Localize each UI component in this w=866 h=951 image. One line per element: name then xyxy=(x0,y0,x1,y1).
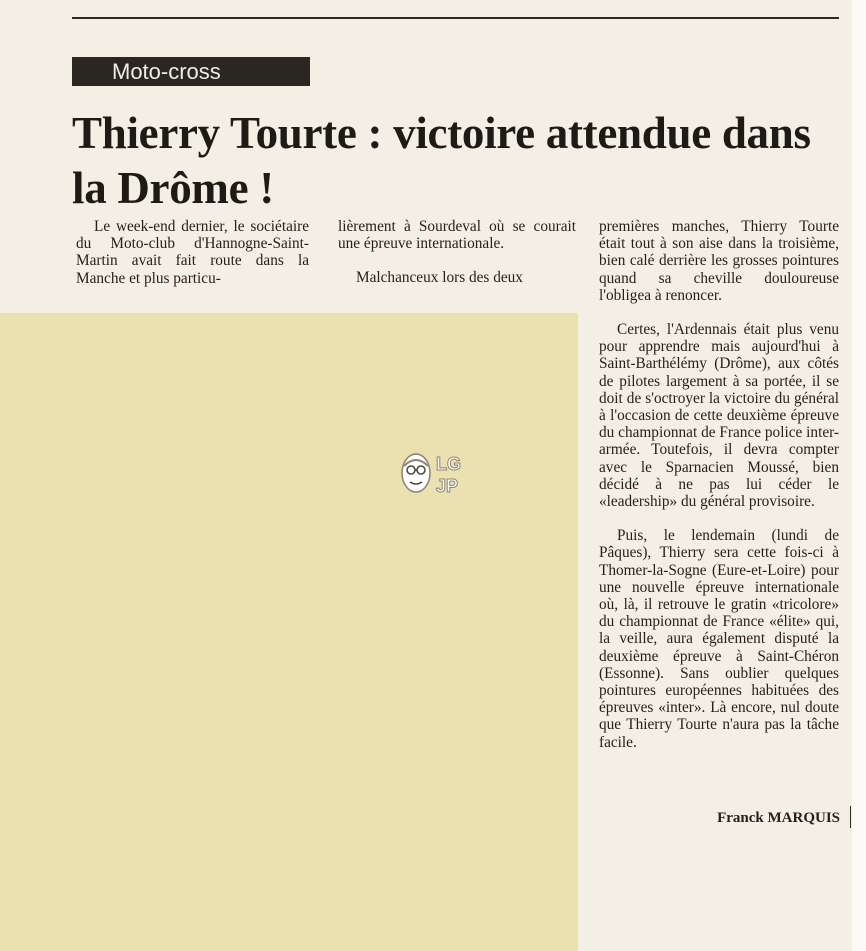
section-rubric: Moto-cross xyxy=(72,57,310,86)
column-3 xyxy=(599,218,839,751)
portrait-logo xyxy=(396,446,472,504)
watermark-letters-bottom: JP xyxy=(436,476,459,496)
col3-paragraph-3: Puis, le lendemain (lundi de Pâques), Thierry sera cette fois-ci à Thomer-la-Sogne (Eure-et-Loire) pour une nouvelle épreuve internationale où, là, il retrouve le gratin «tricolore» du championnat de France «élite» qui, la veille, aura également disputé la deuxième épreuve à Saint-Chéron (Essonne). Sans oublier quelques pointures européennes habituées des épreuves «inter». Là encore, nul doute que Thierry Tourte n'aura pas la tâche facile. xyxy=(599,527,839,751)
overlay-panel xyxy=(0,313,578,951)
column-2 xyxy=(338,218,576,287)
byline: Franck MARQUIS xyxy=(717,810,840,826)
byline-rule xyxy=(850,806,851,828)
top-rule xyxy=(72,17,839,19)
col3-paragraph-1: premières manches, Thierry Tourte était tout à son aise dans la troisième, bien calé derrière les grosses pointures quand sa cheville douloureuse l'obligea à renoncer. xyxy=(599,218,839,304)
scan-edge xyxy=(852,0,866,951)
watermark-letters-top: LG xyxy=(436,454,461,474)
portrait-icon xyxy=(402,454,430,492)
col1-paragraph: Le week-end dernier, le sociétaire du Moto-club d'Hannogne-Saint-Martin avait fait route dans la Manche et plus particu- xyxy=(76,218,309,287)
article-headline: Thierry Tourte : victoire attendue dans la Drôme ! xyxy=(72,108,811,213)
col2-paragraph-1: lièrement à Sourdeval où se courait une épreuve internationale. xyxy=(338,218,576,253)
col3-paragraph-2: Certes, l'Ardennais était plus venu pour apprendre mais aujourd'hui à Saint-Barthélémy (Drôme), aux côtés de pilotes largement à sa portée, il se doit de s'octroyer la victoire du général à l'occasion de cette deuxième épreuve du championnat de France police inter-armée. Toutefois, il devra compter avec le Sparnacien Moussé, bien décidé à ne pas lui céder le «leadership» du général provisoire. xyxy=(599,321,839,511)
col2-paragraph-2: Malchanceux lors des deux xyxy=(356,269,523,287)
column-1 xyxy=(76,218,309,287)
